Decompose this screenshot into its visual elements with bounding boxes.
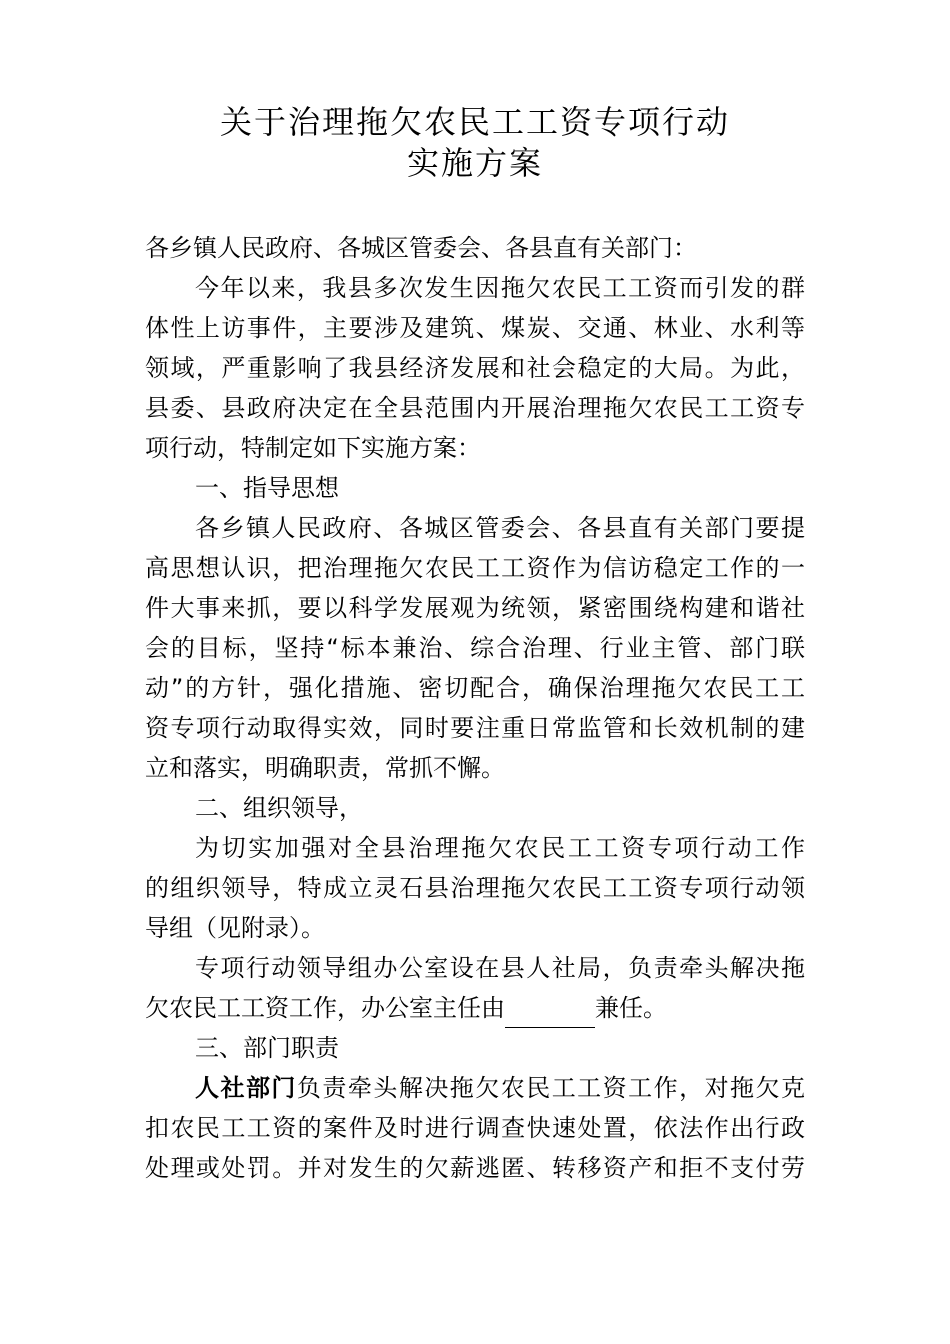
office-director-text: 欠农民工工资工作，办公室主任由	[145, 994, 505, 1022]
salutation: 各乡镇人民政府、各城区管委会、各县直有关部门：	[145, 234, 697, 262]
section3-line	[145, 1068, 805, 1108]
section1-line: 件大事来抓，要以科学发展观为统领，紧密围绕构建和谐社	[145, 594, 805, 622]
director-name-blank	[505, 999, 595, 1028]
section3-line1-text: 负责牵头解决拖欠农民工工资工作，对拖欠克	[296, 1074, 806, 1102]
section3-line: 扣农民工工资的案件及时进行调查快速处置，依法作出行政	[145, 1114, 805, 1142]
document-body	[145, 228, 805, 1188]
section2-line: 导组（见附录）。	[145, 914, 325, 942]
office-director-line	[145, 988, 805, 1028]
section-heading-duties: 三、部门职责	[195, 1034, 339, 1062]
intro-line: 领域，严重影响了我县经济发展和社会稳定的大局。为此，	[145, 354, 805, 382]
section-heading-guiding-thought: 一、指导思想	[195, 474, 339, 502]
office-director-suffix: 兼任。	[595, 994, 667, 1022]
section3-line: 处理或处罚。并对发生的欠薪逃匿、转移资产和拒不支付劳	[145, 1154, 805, 1182]
section1-line: 动”的方针，强化措施、密切配合，确保治理拖欠农民工工	[145, 674, 805, 702]
section2-line: 为切实加强对全县治理拖欠农民工工资专项行动工作	[195, 834, 805, 862]
intro-line: 体性上访事件，主要涉及建筑、煤炭、交通、林业、水利等	[145, 314, 805, 342]
section2-line: 的组织领导，特成立灵石县治理拖欠农民工工资专项行动领	[145, 874, 805, 902]
document-title-line2: 实施方案	[406, 144, 543, 182]
intro-line: 县委、县政府决定在全县范围内开展治理拖欠农民工工资专	[145, 394, 805, 422]
intro-line: 项行动，特制定如下实施方案：	[145, 434, 481, 462]
document-title-line1: 关于治理拖欠农民工工资专项行动	[219, 103, 730, 141]
section1-line: 立和落实，明确职责，常抓不懈。	[145, 754, 505, 782]
section-heading-organization: 二、组织领导，	[195, 794, 363, 822]
office-line: 专项行动领导组办公室设在县人社局，负责牵头解决拖	[195, 954, 805, 982]
section1-line: 资专项行动取得实效，同时要注重日常监管和长效机制的建	[145, 714, 805, 742]
section3-bold-term: 人社部门	[195, 1074, 297, 1102]
intro-line: 今年以来，我县多次发生因拖欠农民工工资而引发的群	[195, 274, 805, 302]
section1-line: 高思想认识，把治理拖欠农民工工资作为信访稳定工作的一	[145, 554, 805, 582]
section1-line: 会的目标，坚持“标本兼治、综合治理、行业主管、部门联	[145, 634, 805, 662]
section1-line: 各乡镇人民政府、各城区管委会、各县直有关部门要提	[195, 514, 805, 542]
